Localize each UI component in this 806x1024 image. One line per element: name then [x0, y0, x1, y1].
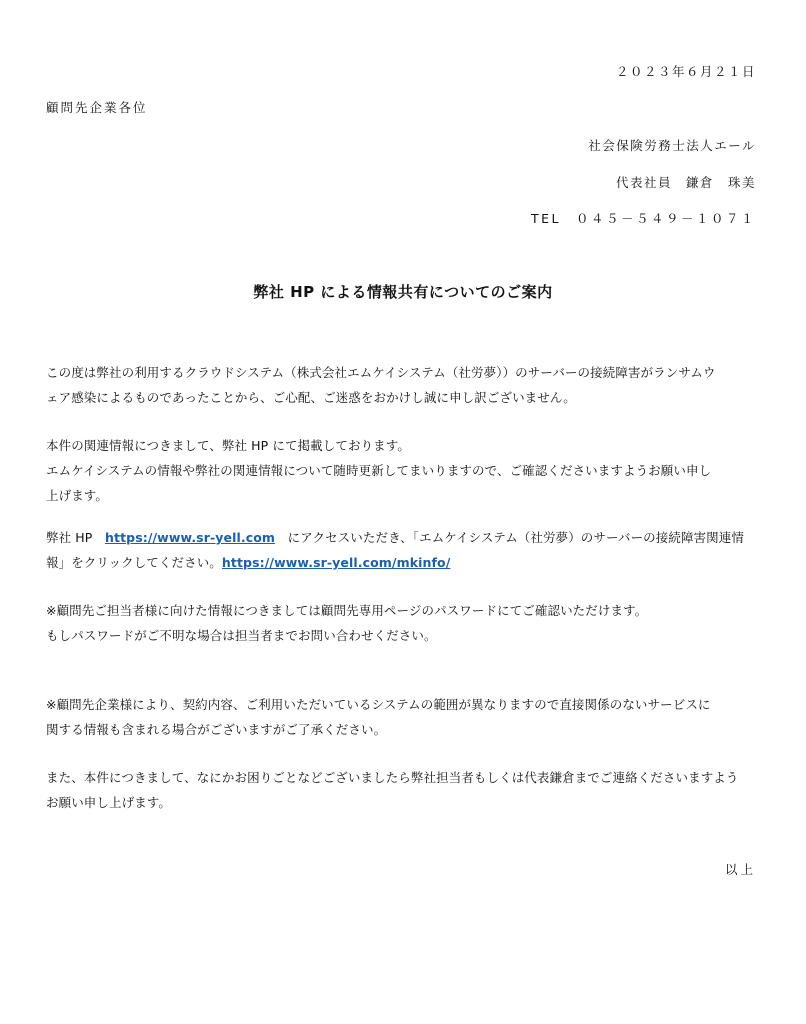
paragraph-line: お願い申し上げます。	[46, 795, 172, 810]
paragraph-apology	[46, 360, 758, 410]
paragraph-line: 関する情報も含まれる場合がございますがご了承ください。	[46, 722, 387, 737]
paragraph-line: ェア感染によるものであったことから、ご心配、ご迷惑をおかけし誠に申し訳ございません。	[46, 390, 576, 405]
paragraph-line	[46, 550, 758, 575]
paragraph-info-posted	[46, 433, 758, 508]
paragraph-line: この度は弊社の利用するクラウドシステム（株式会社エムケイシステム（社労夢））のサーバーの接続障害がランサムウ	[46, 365, 716, 380]
hp-label: 弊社 HP	[46, 530, 106, 545]
document-title: 弊社 HP による情報共有についてのご案内	[253, 283, 553, 301]
paragraph-line: 上げます。	[46, 488, 109, 503]
sender-company: 社会保険労務士法人エール	[588, 138, 756, 153]
sender-tel: TEL ０４５－５４９－１０７１	[531, 211, 756, 226]
mkinfo-link[interactable]: https://www.sr-yell.com/mkinfo/	[221, 555, 451, 570]
paragraph-contact	[46, 765, 758, 815]
paragraph-access-instructions	[46, 525, 758, 575]
paragraph-password-note	[46, 598, 758, 648]
access-text: にアクセスいただき、「エムケイシステム（社労夢）のサーバーの接続障害関連情	[275, 530, 744, 545]
document-date: ２０２３年６月２１日	[615, 64, 756, 79]
sender-representative: 代表社員 鎌倉 珠美	[615, 175, 756, 190]
addressee: 顧問先企業各位	[46, 100, 148, 115]
paragraph-line: また、本件につきまして、なにかお困りごとなどございましたら弊社担当者もしくは代表鎌倉までご連絡くださいますよう	[46, 770, 739, 785]
homepage-link[interactable]: https://www.sr-yell.com	[105, 530, 276, 545]
paragraph-line: ※顧問先ご担当者様に向けた情報につきましては顧問先専用ページのパスワードにてご確認いただけます。	[46, 603, 648, 618]
click-instruction: 報」をクリックしてください。	[46, 555, 222, 570]
paragraph-line: エムケイシステムの情報や弊社の関連情報について随時更新してまいりますので、ご確認くださいますようお願い申し	[46, 463, 712, 478]
paragraph-line	[46, 525, 758, 550]
paragraph-line: 本件の関連情報につきまして、弊社 HP にて掲載しております。	[46, 438, 410, 453]
paragraph-line: ※顧問先企業様により、契約内容、ご利用いただいているシステムの範囲が異なりますので直接関係のないサービスに	[46, 697, 711, 712]
closing-remark: 以上	[724, 862, 756, 877]
paragraph-contract-note	[46, 692, 758, 742]
paragraph-line: もしパスワードがご不明な場合は担当者までお問い合わせください。	[46, 628, 437, 643]
